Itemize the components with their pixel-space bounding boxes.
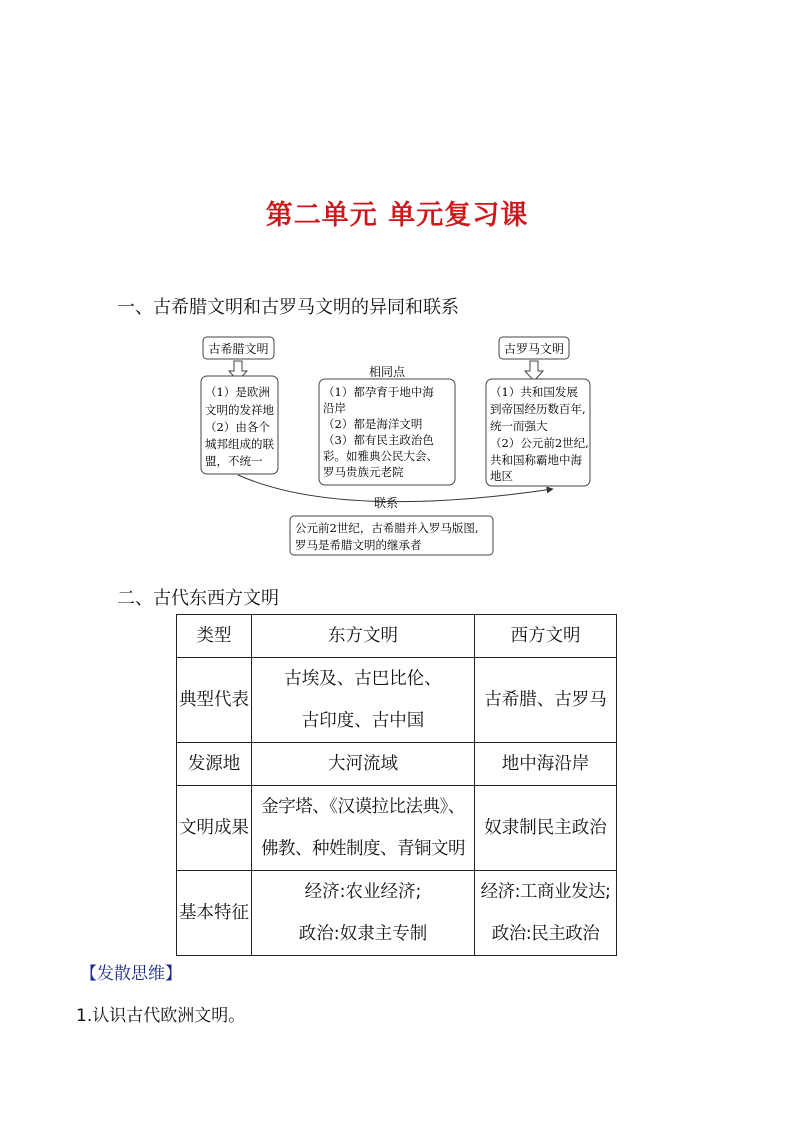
greece-line: 盟，不统一 xyxy=(205,454,263,468)
common-line: 罗马贵族元老院 xyxy=(323,465,404,479)
table-row xyxy=(177,786,617,871)
table-row xyxy=(177,743,617,786)
section-1-heading: 一、古希腊文明和古罗马文明的异同和联系 xyxy=(117,297,459,318)
west-line: 经济:工商业发达; xyxy=(480,882,611,902)
row-label: 典型代表 xyxy=(177,658,252,743)
east-cell xyxy=(252,658,475,743)
row-label: 文明成果 xyxy=(177,786,252,871)
west-cell: 地中海沿岸 xyxy=(475,743,617,786)
rome-line: （1）共和国发展 xyxy=(490,385,578,399)
greece-content-box xyxy=(201,376,278,474)
greece-line: 文明的发祥地 xyxy=(205,403,274,417)
west-cell: 奴隶制民主政治 xyxy=(475,786,617,871)
greece-label: 古希腊文明 xyxy=(208,342,269,356)
row-label: 基本特征 xyxy=(177,871,252,956)
header-east: 东方文明 xyxy=(252,615,475,658)
link-line: 罗马是希腊文明的继承者 xyxy=(295,538,422,552)
table-header-row xyxy=(177,615,617,658)
link-content-box xyxy=(290,516,493,555)
rome-content-box xyxy=(486,379,592,486)
common-line: （1）都孕育于地中海 xyxy=(323,385,434,399)
header-west: 西方文明 xyxy=(475,615,617,658)
east-cell: 大河流域 xyxy=(252,743,475,786)
header-type: 类型 xyxy=(177,615,252,658)
table-row xyxy=(177,871,617,956)
greece-line: （1）是欧洲 xyxy=(205,385,270,399)
section-2-heading: 二、古代东西方文明 xyxy=(117,588,279,609)
rome-label-box xyxy=(499,337,569,359)
greece-label-box xyxy=(203,337,274,359)
rome-line: 到帝国经历数百年, xyxy=(490,402,586,416)
rome-line: 地区 xyxy=(490,469,513,483)
rome-down-arrow xyxy=(525,361,543,381)
row-label: 发源地 xyxy=(177,743,252,786)
east-cell xyxy=(252,871,475,956)
page-title: 第二单元 单元复习课 xyxy=(265,200,529,231)
east-line: 古埃及、古巴比伦、 xyxy=(284,669,442,689)
east-cell xyxy=(252,786,475,871)
common-line: 沿岸 xyxy=(323,401,346,415)
rome-label: 古罗马文明 xyxy=(503,342,565,356)
greece-line: 城邦组成的联 xyxy=(205,437,274,451)
common-line: 彩。如雅典公民大会、 xyxy=(323,449,438,463)
rome-line: 共和国称霸地中海 xyxy=(490,453,582,467)
link-label: 联系 xyxy=(373,496,399,510)
east-line: 古印度、古中国 xyxy=(301,711,425,731)
common-line: （3）都有民主政治色 xyxy=(323,433,434,447)
rome-line: 统一而强大 xyxy=(490,419,548,433)
rome-line: （2）公元前2世纪, xyxy=(490,436,589,450)
east-line: 政治:奴隶主专制 xyxy=(298,924,428,944)
greece-line: （2）由各个 xyxy=(205,420,270,434)
table-row xyxy=(177,658,617,743)
common-label: 相同点 xyxy=(368,365,406,379)
west-cell: 古希腊、古罗马 xyxy=(475,658,617,743)
east-line: 经济:农业经济; xyxy=(304,882,422,902)
west-line: 政治:民主政治 xyxy=(491,924,600,944)
link-line: 公元前2世纪，古希腊并入罗马版图, xyxy=(295,521,479,535)
divergent-thinking-heading: 【发散思维】 xyxy=(80,964,182,984)
question-1: 1.认识古代欧洲文明。 xyxy=(76,1006,246,1026)
common-content-box xyxy=(319,379,455,485)
east-west-table xyxy=(176,614,617,956)
common-line: （2）都是海洋文明 xyxy=(323,417,423,431)
west-cell xyxy=(475,871,617,956)
east-line: 佛教、种姓制度、青铜文明 xyxy=(261,839,465,859)
east-line: 金字塔、《汉谟拉比法典》、 xyxy=(261,797,465,817)
